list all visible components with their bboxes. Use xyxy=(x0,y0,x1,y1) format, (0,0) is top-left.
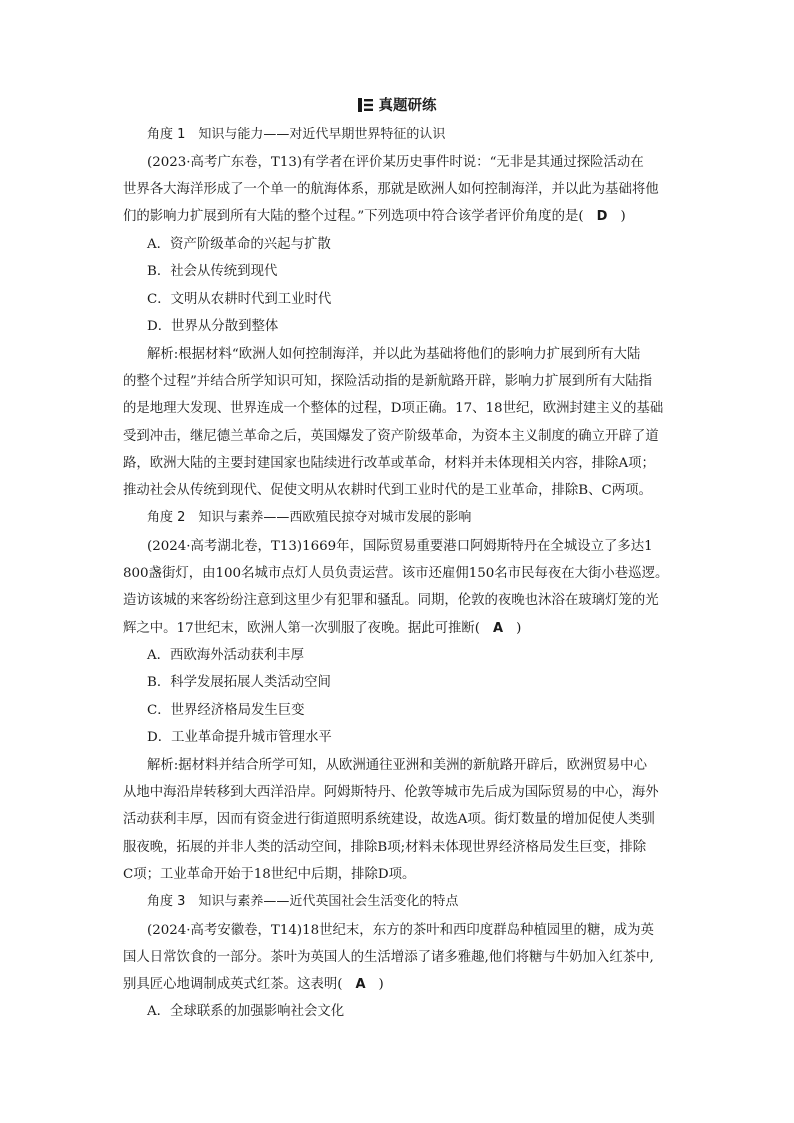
question-2-analysis-line: 活动获利丰厚，因而有资金进行街道照明系统建设，故选A项。街灯数量的增加促使人类驯 xyxy=(123,812,655,827)
answer-letter: A xyxy=(493,621,504,636)
question-2-heading: 角度 2 知识与素养——西欧殖民掠夺对城市发展的影响 xyxy=(147,510,472,525)
question-1-analysis-line: 受到冲击，继尼德兰革命之后，英国爆发了资产阶级革命，为资本主义制度的确立开辟了道 xyxy=(123,429,659,444)
question-1-option: B．社会从传统到现代 xyxy=(147,264,278,279)
question-2-stem-line: 造访该城的来客纷纷注意到这里少有犯罪和骚乱。同期，伦敦的夜晚也沐浴在玻璃灯笼的光 xyxy=(123,593,659,608)
question-2-analysis-line: 服夜晚，拓展的并非人类的活动空间，排除B项;材料未体现世界经济格局发生巨变，排除 xyxy=(123,840,647,855)
answer-letter: D xyxy=(596,209,608,224)
question-2-analysis-line: 解析:据材料并结合所学可知，从欧洲通往亚洲和美洲的新航路开辟后，欧洲贸易中心 xyxy=(147,758,647,773)
question-2-stem-line: (2024·高考湖北卷，T13)1669年，国际贸易重要港口阿姆斯特丹在全城设立了多达1 xyxy=(147,539,653,554)
section-title-text: 真题研练 xyxy=(378,98,437,114)
question-2-option: B．科学发展拓展人类活动空间 xyxy=(147,675,331,690)
question-3-stem-line: 国人日常饮食的一部分。茶叶为英国人的生活增添了诸多雅趣,他们将糖与牛奶加入红茶中, xyxy=(123,950,654,965)
question-1-option: C．文明从农耕时代到工业时代 xyxy=(147,292,332,307)
section-title xyxy=(0,94,794,118)
question-1-option: A．资产阶级革命的兴起与扩散 xyxy=(147,237,331,252)
question-2-option: A．西欧海外活动获利丰厚 xyxy=(147,648,304,663)
question-2-option: C．世界经济格局发生巨变 xyxy=(147,703,305,718)
question-3-stem-line: (2024·高考安徽卷，T14)18世纪末，东方的茶叶和西印度群岛种植园里的糖，成为英 xyxy=(147,923,654,938)
question-1-stem-line: 们的影响力扩展到所有大陆的整个过程。”下列选项中符合该学者评价角度的是( D ) xyxy=(123,209,626,224)
question-2-analysis-line: 从地中海沿岸转移到大西洋沿岸。阿姆斯特丹、伦敦等城市先后成为国际贸易的中心，海外 xyxy=(123,785,659,800)
list-icon xyxy=(358,98,373,112)
question-1-option: D．世界从分散到整体 xyxy=(147,319,279,334)
question-1-analysis-line: 的是地理大发现、世界连成一个整体的过程，D项正确。17、18世纪，欧洲封建主义的基础 xyxy=(123,401,664,416)
question-3-stem-line: 别具匠心地调制成英式红茶。这表明( A ) xyxy=(123,977,384,992)
question-2-option: D．工业革命提升城市管理水平 xyxy=(147,730,332,745)
question-1-heading: 角度 1 知识与能力——对近代早期世界特征的认识 xyxy=(147,127,446,142)
question-2-stem-line: 辉之中。17世纪末，欧洲人第一次驯服了夜晚。据此可推断( A ) xyxy=(123,621,522,636)
question-3-heading: 角度 3 知识与素养——近代英国社会生活变化的特点 xyxy=(147,894,459,909)
question-1-stem-line: (2023·高考广东卷，T13)有学者在评价某历史事件时说：“无非是其通过探险活动在 xyxy=(147,155,644,170)
question-1-analysis-line: 路，欧洲大陆的主要封建国家也陆续进行改革或革命，材料并未体现相关内容，排除A项； xyxy=(123,456,655,471)
question-1-analysis-line: 推动社会从传统到现代、促使文明从农耕时代到工业时代的是工业革命，排除B、C两项。 xyxy=(123,483,652,498)
question-1-analysis-line: 解析:根据材料“欧洲人如何控制海洋，并以此为基础将他们的影响力扩展到所有大陆 xyxy=(147,347,641,362)
question-3-option: A．全球联系的加强影响社会文化 xyxy=(147,1004,345,1019)
question-2-stem-line: 800盏街灯，由100名城市点灯人员负责运营。该市还雇佣150名市民每夜在大街小巷巡逻。 xyxy=(123,566,669,581)
question-1-analysis-line: 的整个过程”并结合所学知识可知，探险活动指的是新航路开辟，影响力扩展到所有大陆指 xyxy=(123,374,653,389)
question-2-analysis-line: C项；工业革命开始于18世纪中后期，排除D项。 xyxy=(123,867,416,882)
answer-letter: A xyxy=(355,977,366,992)
question-1-stem-line: 世界各大海洋形成了一个单一的航海体系，那就是欧洲人如何控制海洋，并以此为基础将他 xyxy=(123,182,659,197)
